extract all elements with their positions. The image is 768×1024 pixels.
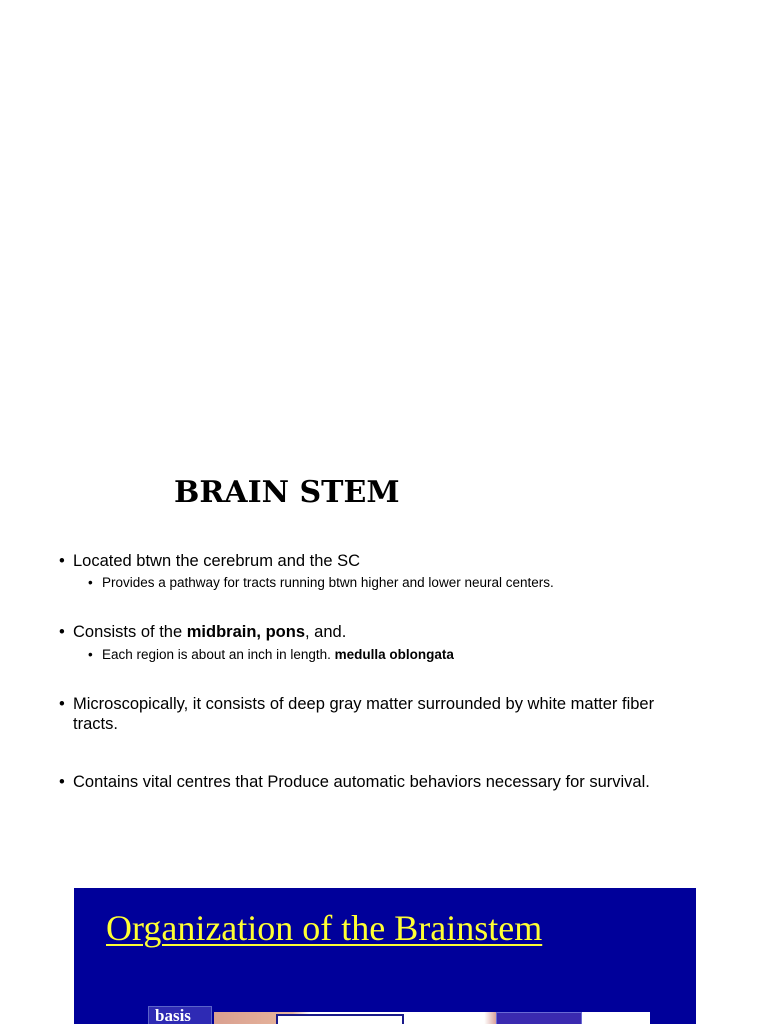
bullet-dot-icon: •: [59, 552, 65, 570]
basis-label: basis: [148, 1006, 212, 1024]
bullet-text-line: tracts.: [73, 715, 118, 733]
sub-bullet-item: [88, 647, 454, 663]
sub-bullet-dot-icon: •: [88, 575, 93, 590]
sub-bullet-text: Each region is about an inch in length.: [102, 647, 335, 662]
bullet-text-bold: midbrain, pons: [186, 623, 305, 641]
sub-bullet-dot-icon: •: [88, 647, 93, 662]
bullet-item: [59, 772, 650, 792]
brainstem-photo: [214, 1012, 650, 1024]
photo-label-box: [276, 1014, 404, 1024]
bullet-dot-icon: •: [59, 623, 65, 641]
bullet-item: [59, 622, 347, 642]
sub-bullet-bold: medulla oblongata: [334, 647, 454, 662]
bullet-text: Contains vital centres that Produce automatic behaviors necessary for survival.: [73, 773, 650, 791]
bullet-text: Located btwn the cerebrum and the SC: [73, 552, 361, 570]
bullet-item: [59, 551, 361, 571]
bullet-item: [59, 694, 655, 734]
sub-bullet-item: [88, 575, 554, 591]
diagram-label-box: [496, 1012, 582, 1024]
image-slide-title: Organization of the Brainstem: [106, 908, 543, 948]
bullet-text-line: Microscopically, it consists of deep gray matter surrounded by white matter fiber: [73, 695, 655, 713]
bullet-text-suffix: , and.: [305, 623, 347, 641]
bullet-dot-icon: •: [59, 695, 65, 713]
brainstem-organization-slide: [74, 888, 696, 1024]
bullet-dot-icon: •: [59, 773, 65, 791]
sub-bullet-text: Provides a pathway for tracts running btwn higher and lower neural centers.: [102, 575, 554, 590]
section-heading: BRAIN STEM: [174, 475, 400, 510]
bullet-text-prefix: Consists of the: [73, 623, 187, 641]
